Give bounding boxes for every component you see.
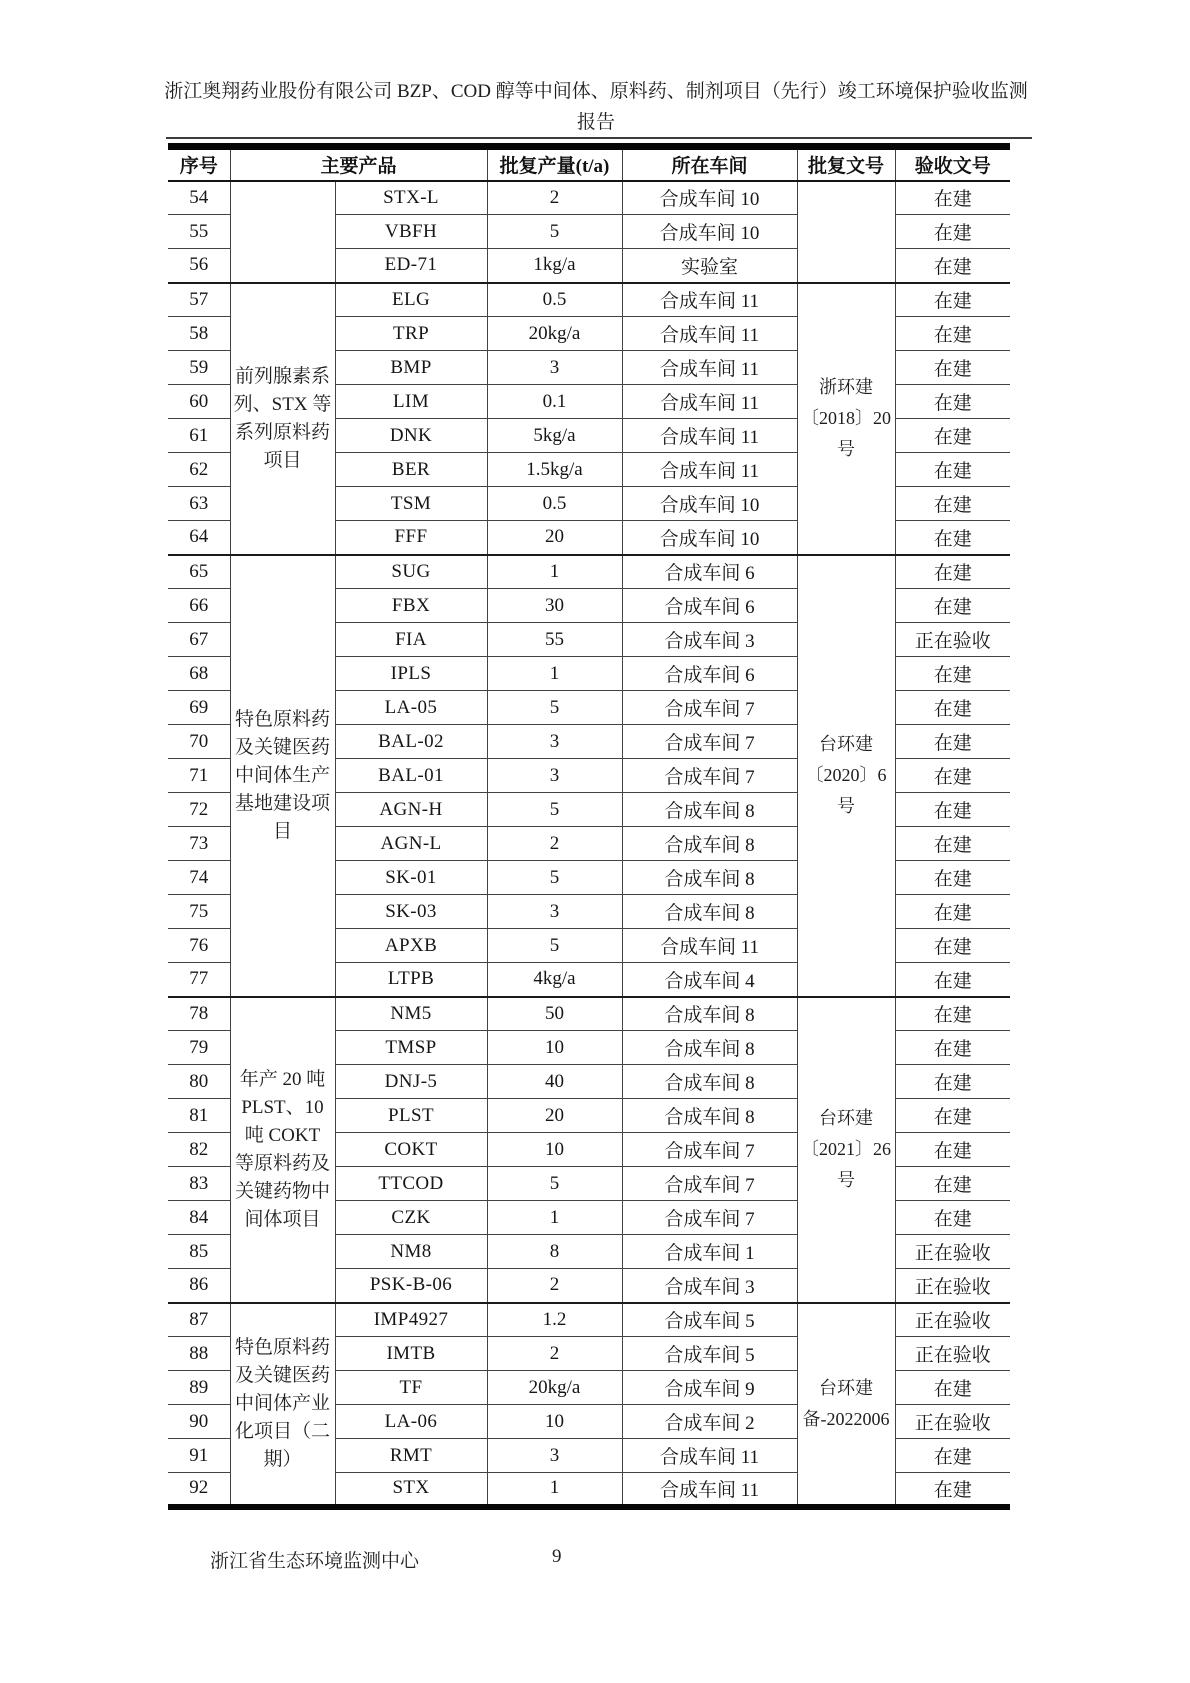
row-number-cell: 72 bbox=[168, 793, 230, 827]
product-name-cell: ED-71 bbox=[335, 249, 487, 283]
project-name-cell: 特色原料药及关键医药中间体生产基地建设项目 bbox=[230, 555, 335, 997]
approved-quantity-cell: 3 bbox=[487, 895, 622, 929]
approved-quantity-cell: 5 bbox=[487, 1167, 622, 1201]
workshop-cell: 合成车间 6 bbox=[622, 589, 797, 623]
approved-quantity-cell: 0.5 bbox=[487, 487, 622, 521]
row-number-cell: 61 bbox=[168, 419, 230, 453]
approved-quantity-cell: 1kg/a bbox=[487, 249, 622, 283]
acceptance-status-cell: 正在验收 bbox=[895, 623, 1010, 657]
row-number-cell: 60 bbox=[168, 385, 230, 419]
project-name-cell: 年产 20 吨 PLST、10 吨 COKT 等原料药及关键药物中间体项目 bbox=[230, 997, 335, 1303]
product-name-cell: AGN-H bbox=[335, 793, 487, 827]
row-number-cell: 82 bbox=[168, 1133, 230, 1167]
workshop-cell: 合成车间 11 bbox=[622, 929, 797, 963]
product-name-cell: BER bbox=[335, 453, 487, 487]
row-number-cell: 92 bbox=[168, 1473, 230, 1507]
products-table bbox=[168, 143, 1010, 1510]
acceptance-status-cell: 在建 bbox=[895, 997, 1010, 1031]
product-name-cell: TF bbox=[335, 1371, 487, 1405]
row-number-cell: 83 bbox=[168, 1167, 230, 1201]
row-number-cell: 88 bbox=[168, 1337, 230, 1371]
table-body bbox=[168, 181, 1010, 1507]
row-number-cell: 59 bbox=[168, 351, 230, 385]
workshop-cell: 合成车间 8 bbox=[622, 1065, 797, 1099]
product-name-cell: LTPB bbox=[335, 963, 487, 997]
workshop-cell: 合成车间 11 bbox=[622, 351, 797, 385]
workshop-cell: 合成车间 8 bbox=[622, 1031, 797, 1065]
workshop-cell: 合成车间 11 bbox=[622, 453, 797, 487]
row-number-cell: 57 bbox=[168, 283, 230, 317]
row-number-cell: 87 bbox=[168, 1303, 230, 1337]
approval-doc-cell bbox=[797, 181, 895, 283]
workshop-cell: 合成车间 11 bbox=[622, 1473, 797, 1507]
acceptance-status-cell: 在建 bbox=[895, 1371, 1010, 1405]
row-number-cell: 62 bbox=[168, 453, 230, 487]
workshop-cell: 合成车间 8 bbox=[622, 793, 797, 827]
col-header-approval-doc: 批复文号 bbox=[797, 147, 895, 181]
product-name-cell: DNK bbox=[335, 419, 487, 453]
product-name-cell: PLST bbox=[335, 1099, 487, 1133]
product-name-cell: TTCOD bbox=[335, 1167, 487, 1201]
approved-quantity-cell: 20kg/a bbox=[487, 317, 622, 351]
approved-quantity-cell: 1 bbox=[487, 555, 622, 589]
acceptance-status-cell: 在建 bbox=[895, 351, 1010, 385]
workshop-cell: 合成车间 7 bbox=[622, 725, 797, 759]
footer-organization: 浙江省生态环境监测中心 bbox=[210, 1551, 420, 1572]
row-number-cell: 90 bbox=[168, 1405, 230, 1439]
row-number-cell: 63 bbox=[168, 487, 230, 521]
approved-quantity-cell: 2 bbox=[487, 827, 622, 861]
project-name-cell: 前列腺素系列、STX 等系列原料药项目 bbox=[230, 283, 335, 555]
workshop-cell: 合成车间 11 bbox=[622, 317, 797, 351]
workshop-cell: 合成车间 11 bbox=[622, 1439, 797, 1473]
product-name-cell: FFF bbox=[335, 521, 487, 555]
product-name-cell: IMP4927 bbox=[335, 1303, 487, 1337]
product-name-cell: IPLS bbox=[335, 657, 487, 691]
acceptance-status-cell: 在建 bbox=[895, 725, 1010, 759]
approved-quantity-cell: 50 bbox=[487, 997, 622, 1031]
acceptance-status-cell: 在建 bbox=[895, 555, 1010, 589]
product-name-cell: TMSP bbox=[335, 1031, 487, 1065]
workshop-cell: 合成车间 9 bbox=[622, 1371, 797, 1405]
row-number-cell: 78 bbox=[168, 997, 230, 1031]
workshop-cell: 合成车间 3 bbox=[622, 1269, 797, 1303]
table-row bbox=[168, 555, 1010, 589]
row-number-cell: 86 bbox=[168, 1269, 230, 1303]
page-footer bbox=[0, 1546, 1190, 1576]
approved-quantity-cell: 0.5 bbox=[487, 283, 622, 317]
row-number-cell: 85 bbox=[168, 1235, 230, 1269]
acceptance-status-cell: 在建 bbox=[895, 385, 1010, 419]
product-name-cell: SK-01 bbox=[335, 861, 487, 895]
row-number-cell: 75 bbox=[168, 895, 230, 929]
approved-quantity-cell: 30 bbox=[487, 589, 622, 623]
acceptance-status-cell: 在建 bbox=[895, 1439, 1010, 1473]
row-number-cell: 77 bbox=[168, 963, 230, 997]
approved-quantity-cell: 5 bbox=[487, 929, 622, 963]
product-name-cell: AGN-L bbox=[335, 827, 487, 861]
workshop-cell: 合成车间 4 bbox=[622, 963, 797, 997]
acceptance-status-cell: 在建 bbox=[895, 929, 1010, 963]
acceptance-status-cell: 在建 bbox=[895, 793, 1010, 827]
workshop-cell: 合成车间 6 bbox=[622, 555, 797, 589]
approved-quantity-cell: 10 bbox=[487, 1133, 622, 1167]
product-name-cell: BMP bbox=[335, 351, 487, 385]
workshop-cell: 合成车间 1 bbox=[622, 1235, 797, 1269]
product-name-cell: TRP bbox=[335, 317, 487, 351]
project-name-cell bbox=[230, 181, 335, 283]
approval-doc-cell: 台环建〔2020〕6号 bbox=[797, 555, 895, 997]
row-number-cell: 76 bbox=[168, 929, 230, 963]
product-name-cell: DNJ-5 bbox=[335, 1065, 487, 1099]
workshop-cell: 合成车间 5 bbox=[622, 1303, 797, 1337]
row-number-cell: 56 bbox=[168, 249, 230, 283]
table-row bbox=[168, 283, 1010, 317]
acceptance-status-cell: 在建 bbox=[895, 1031, 1010, 1065]
product-name-cell: SK-03 bbox=[335, 895, 487, 929]
product-name-cell: LA-06 bbox=[335, 1405, 487, 1439]
acceptance-status-cell: 在建 bbox=[895, 963, 1010, 997]
product-name-cell: PSK-B-06 bbox=[335, 1269, 487, 1303]
product-name-cell: RMT bbox=[335, 1439, 487, 1473]
product-name-cell: NM5 bbox=[335, 997, 487, 1031]
row-number-cell: 68 bbox=[168, 657, 230, 691]
acceptance-status-cell: 在建 bbox=[895, 1167, 1010, 1201]
product-name-cell: STX bbox=[335, 1473, 487, 1507]
approved-quantity-cell: 55 bbox=[487, 623, 622, 657]
table-row bbox=[168, 1303, 1010, 1337]
header-divider bbox=[166, 137, 1032, 139]
workshop-cell: 合成车间 7 bbox=[622, 691, 797, 725]
acceptance-status-cell: 正在验收 bbox=[895, 1235, 1010, 1269]
row-number-cell: 80 bbox=[168, 1065, 230, 1099]
workshop-cell: 合成车间 10 bbox=[622, 487, 797, 521]
approval-doc-cell: 台环建〔2021〕26号 bbox=[797, 997, 895, 1303]
workshop-cell: 合成车间 10 bbox=[622, 181, 797, 215]
acceptance-status-cell: 在建 bbox=[895, 1201, 1010, 1235]
table-row bbox=[168, 181, 1010, 215]
row-number-cell: 54 bbox=[168, 181, 230, 215]
acceptance-status-cell: 在建 bbox=[895, 1099, 1010, 1133]
workshop-cell: 合成车间 2 bbox=[622, 1405, 797, 1439]
workshop-cell: 合成车间 6 bbox=[622, 657, 797, 691]
col-header-main-product: 主要产品 bbox=[230, 147, 487, 181]
row-number-cell: 71 bbox=[168, 759, 230, 793]
workshop-cell: 合成车间 7 bbox=[622, 1201, 797, 1235]
row-number-cell: 65 bbox=[168, 555, 230, 589]
workshop-cell: 合成车间 10 bbox=[622, 521, 797, 555]
approved-quantity-cell: 2 bbox=[487, 1337, 622, 1371]
approved-quantity-cell: 20kg/a bbox=[487, 1371, 622, 1405]
product-name-cell: ELG bbox=[335, 283, 487, 317]
product-name-cell: STX-L bbox=[335, 181, 487, 215]
row-number-cell: 73 bbox=[168, 827, 230, 861]
row-number-cell: 74 bbox=[168, 861, 230, 895]
row-number-cell: 91 bbox=[168, 1439, 230, 1473]
workshop-cell: 合成车间 5 bbox=[622, 1337, 797, 1371]
workshop-cell: 合成车间 7 bbox=[622, 1167, 797, 1201]
product-name-cell: BAL-01 bbox=[335, 759, 487, 793]
workshop-cell: 合成车间 7 bbox=[622, 1133, 797, 1167]
acceptance-status-cell: 在建 bbox=[895, 283, 1010, 317]
approved-quantity-cell: 4kg/a bbox=[487, 963, 622, 997]
acceptance-status-cell: 在建 bbox=[895, 521, 1010, 555]
row-number-cell: 67 bbox=[168, 623, 230, 657]
approved-quantity-cell: 3 bbox=[487, 1439, 622, 1473]
product-name-cell: SUG bbox=[335, 555, 487, 589]
acceptance-status-cell: 在建 bbox=[895, 453, 1010, 487]
approved-quantity-cell: 1 bbox=[487, 657, 622, 691]
col-header-approved-output: 批复产量(t/a) bbox=[487, 147, 622, 181]
workshop-cell: 合成车间 8 bbox=[622, 1099, 797, 1133]
acceptance-status-cell: 在建 bbox=[895, 1133, 1010, 1167]
approved-quantity-cell: 8 bbox=[487, 1235, 622, 1269]
acceptance-status-cell: 在建 bbox=[895, 1473, 1010, 1507]
acceptance-status-cell: 在建 bbox=[895, 827, 1010, 861]
workshop-cell: 合成车间 11 bbox=[622, 283, 797, 317]
workshop-cell: 合成车间 8 bbox=[622, 827, 797, 861]
approved-quantity-cell: 40 bbox=[487, 1065, 622, 1099]
row-number-cell: 89 bbox=[168, 1371, 230, 1405]
product-name-cell: FBX bbox=[335, 589, 487, 623]
approved-quantity-cell: 10 bbox=[487, 1031, 622, 1065]
acceptance-status-cell: 在建 bbox=[895, 215, 1010, 249]
acceptance-status-cell: 在建 bbox=[895, 317, 1010, 351]
row-number-cell: 64 bbox=[168, 521, 230, 555]
row-number-cell: 58 bbox=[168, 317, 230, 351]
table-header-row bbox=[168, 147, 1010, 181]
approved-quantity-cell: 3 bbox=[487, 759, 622, 793]
row-number-cell: 66 bbox=[168, 589, 230, 623]
workshop-cell: 合成车间 8 bbox=[622, 997, 797, 1031]
product-name-cell: LIM bbox=[335, 385, 487, 419]
approval-doc-cell: 台环建备-2022006 bbox=[797, 1303, 895, 1507]
acceptance-status-cell: 在建 bbox=[895, 1065, 1010, 1099]
workshop-cell: 合成车间 8 bbox=[622, 895, 797, 929]
row-number-cell: 79 bbox=[168, 1031, 230, 1065]
row-number-cell: 69 bbox=[168, 691, 230, 725]
acceptance-status-cell: 在建 bbox=[895, 657, 1010, 691]
product-name-cell: COKT bbox=[335, 1133, 487, 1167]
acceptance-status-cell: 正在验收 bbox=[895, 1269, 1010, 1303]
project-name-cell: 特色原料药及关键医药中间体产业化项目（二期） bbox=[230, 1303, 335, 1507]
approved-quantity-cell: 5kg/a bbox=[487, 419, 622, 453]
footer-page-number: 9 bbox=[552, 1546, 562, 1567]
row-number-cell: 84 bbox=[168, 1201, 230, 1235]
product-name-cell: LA-05 bbox=[335, 691, 487, 725]
row-number-cell: 55 bbox=[168, 215, 230, 249]
approved-quantity-cell: 0.1 bbox=[487, 385, 622, 419]
acceptance-status-cell: 在建 bbox=[895, 895, 1010, 929]
approved-quantity-cell: 20 bbox=[487, 1099, 622, 1133]
table-row bbox=[168, 997, 1010, 1031]
approved-quantity-cell: 2 bbox=[487, 1269, 622, 1303]
approved-quantity-cell: 1.5kg/a bbox=[487, 453, 622, 487]
product-name-cell: FIA bbox=[335, 623, 487, 657]
acceptance-status-cell: 在建 bbox=[895, 249, 1010, 283]
row-number-cell: 81 bbox=[168, 1099, 230, 1133]
col-header-acceptance-doc: 验收文号 bbox=[895, 147, 1010, 181]
approved-quantity-cell: 5 bbox=[487, 861, 622, 895]
workshop-cell: 合成车间 10 bbox=[622, 215, 797, 249]
acceptance-status-cell: 在建 bbox=[895, 759, 1010, 793]
approved-quantity-cell: 1.2 bbox=[487, 1303, 622, 1337]
approved-quantity-cell: 2 bbox=[487, 181, 622, 215]
approved-quantity-cell: 5 bbox=[487, 793, 622, 827]
acceptance-status-cell: 正在验收 bbox=[895, 1337, 1010, 1371]
product-name-cell: VBFH bbox=[335, 215, 487, 249]
approved-quantity-cell: 10 bbox=[487, 1405, 622, 1439]
workshop-cell: 合成车间 3 bbox=[622, 623, 797, 657]
product-name-cell: BAL-02 bbox=[335, 725, 487, 759]
acceptance-status-cell: 在建 bbox=[895, 691, 1010, 725]
workshop-cell: 合成车间 7 bbox=[622, 759, 797, 793]
col-header-workshop: 所在车间 bbox=[622, 147, 797, 181]
approved-quantity-cell: 5 bbox=[487, 691, 622, 725]
approved-quantity-cell: 3 bbox=[487, 351, 622, 385]
acceptance-status-cell: 在建 bbox=[895, 589, 1010, 623]
acceptance-status-cell: 在建 bbox=[895, 419, 1010, 453]
col-header-index: 序号 bbox=[168, 147, 230, 181]
product-name-cell: IMTB bbox=[335, 1337, 487, 1371]
workshop-cell: 合成车间 11 bbox=[622, 419, 797, 453]
workshop-cell: 合成车间 8 bbox=[622, 861, 797, 895]
approved-quantity-cell: 3 bbox=[487, 725, 622, 759]
acceptance-status-cell: 在建 bbox=[895, 181, 1010, 215]
approved-quantity-cell: 1 bbox=[487, 1473, 622, 1507]
acceptance-status-cell: 在建 bbox=[895, 487, 1010, 521]
approved-quantity-cell: 20 bbox=[487, 521, 622, 555]
product-name-cell: TSM bbox=[335, 487, 487, 521]
approved-quantity-cell: 1 bbox=[487, 1201, 622, 1235]
workshop-cell: 实验室 bbox=[622, 249, 797, 283]
acceptance-status-cell: 在建 bbox=[895, 861, 1010, 895]
approved-quantity-cell: 5 bbox=[487, 215, 622, 249]
page-header-title: 浙江奥翔药业股份有限公司 BZP、COD 醇等中间体、原料药、制剂项目（先行）竣工环境保护验收监测报告 bbox=[164, 81, 1028, 133]
product-name-cell: CZK bbox=[335, 1201, 487, 1235]
product-name-cell: NM8 bbox=[335, 1235, 487, 1269]
row-number-cell: 70 bbox=[168, 725, 230, 759]
workshop-cell: 合成车间 11 bbox=[622, 385, 797, 419]
acceptance-status-cell: 正在验收 bbox=[895, 1405, 1010, 1439]
product-name-cell: APXB bbox=[335, 929, 487, 963]
approval-doc-cell: 浙环建〔2018〕20号 bbox=[797, 283, 895, 555]
acceptance-status-cell: 正在验收 bbox=[895, 1303, 1010, 1337]
